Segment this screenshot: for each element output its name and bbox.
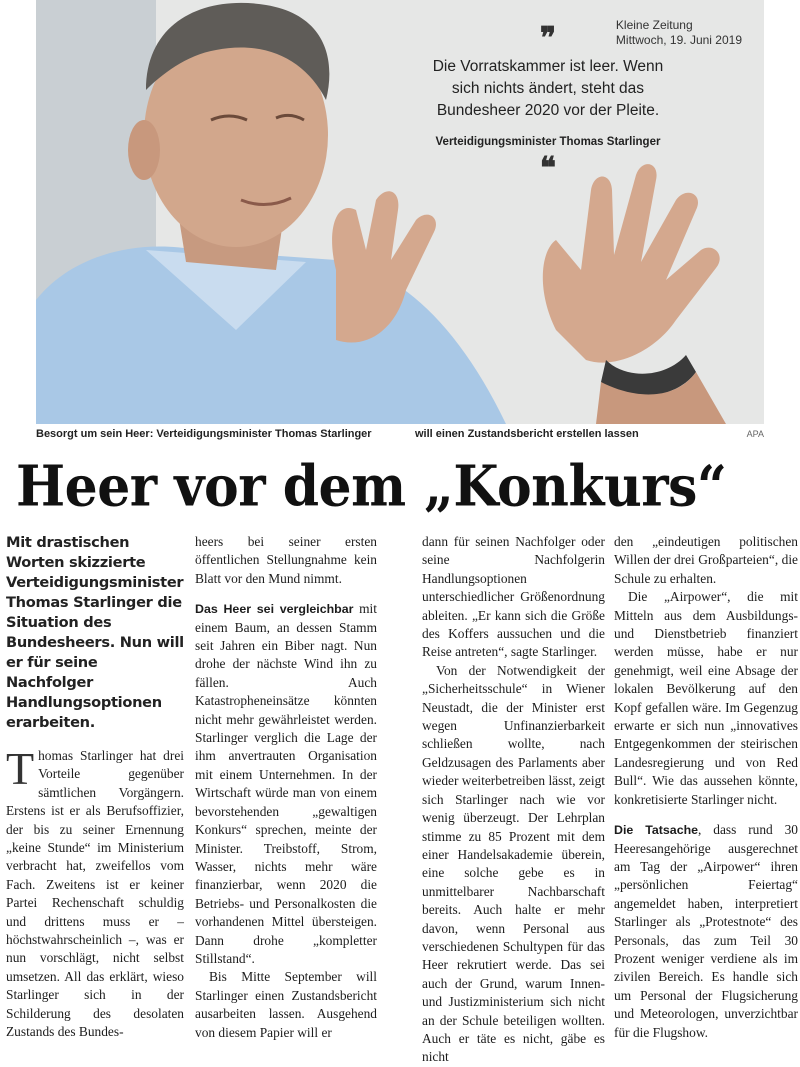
quote-open-mark: ❞ xyxy=(539,22,557,55)
article-column-2 xyxy=(195,533,377,1042)
drop-cap: T xyxy=(6,743,35,794)
photo-credit: APA xyxy=(746,429,764,439)
paragraph-kicker: Das Heer sei vergleichbar xyxy=(195,602,354,617)
publication-date: Mittwoch, 19. Juni 2019 xyxy=(615,33,742,47)
body-paragraph xyxy=(6,743,184,1042)
body-paragraph xyxy=(614,821,798,1042)
article-lead: Mit drastischen Worten skizzierte Verteidigungsminister Thomas Starlinger die Situation des Bundesheers. Nun will er für seine Nachfolger Handlungsoptionen erarbeiten. xyxy=(6,534,184,731)
article-photo xyxy=(36,0,764,424)
caption-part-1: Besorgt um sein Heer: Verteidigungsminister Thomas Starlinger xyxy=(36,428,372,440)
caption-part-2: will einen Zustandsbericht erstellen lassen xyxy=(415,428,639,440)
body-paragraph: Bis Mitte September will Starlinger einen Zustandsbericht ausarbeiten lassen. Ausgehend von diesem Papier will er xyxy=(195,969,377,1040)
body-paragraph: Von der Notwendigkeit der „Sicherheitsschule“ in Wiener Neustadt, die der Minister erst wegen Unfinanzierbarkeit schließen wollte, nach Geldzusagen des Parlaments aber wieder weiterbetreiben lässt, zeigt sich Starlinger nach wie vor wenig überzeugt. Der Lehrplan stimme zu 85 Prozent mit dem einer Handelsakademie überein, eine solche gebe es in unmittelbarer Nachbarschaft bereits. Auch halte er mehr davon, wenn Personal aus verschiedenen Schultypen für das Heer rekrutiert werde. Das sei auch der Grund, warum Innen- und Justizministerium sich nicht an der Schule beteiligen wollten. Auch er täte es nicht, gäbe es nicht xyxy=(422,662,605,1065)
headline-part-2: „Konkurs“ xyxy=(424,453,727,520)
body-paragraph xyxy=(195,600,377,968)
quote-text: Die Vorratskammer ist leer. Wenn sich nichts ändert, steht das Bundesheer 2020 vor der Pleite. xyxy=(432,58,664,119)
headline-part-1: Heer vor dem xyxy=(16,453,406,520)
body-text: , dass rund 30 Heeresangehörige ausgerechnet am Tag der „Airpower“ ihren „persönlichen Feiertag“ angemeldet haben, interpretiert Starlinger als „Protestnote“ des Personals, das zum Teil 30 Prozent weniger verdiene als im zivilen Bereich. Es handle sich um Personal der Flugsicherung und Meteorologen, unverzichtbar für die Flugshow. xyxy=(614,822,798,1040)
body-text: mit einem Baum, an dessen Stamm seit Jahren ein Biber nagt. Nun drohe der nächste Wind ihn zu fällen. Auch Katastropheneinsätze könnten nicht mehr gewährleistet werden. Starlinger verglich die Lage der ihm anvertrauten Organisation mit einem Unternehmen. In der Wirtschaft würde man von einem bevorstehenden „gewaltigen Konkurs“ sprechen, meinte der Minister. Treibstoff, Strom, Wasser, nichts mehr wäre finanzierbar, wenn 2020 die Betriebs- und Personalkosten die vorhandenen Mittel übersteigen. Dann drohe „kompletter Stillstand“. xyxy=(195,601,377,966)
quote-close-mark: ❝ xyxy=(539,152,557,185)
paragraph-kicker: Die Tatsache xyxy=(614,823,699,838)
body-paragraph: den „eindeutigen politischen Willen der drei Großparteien“, die Schule zu erhalten. xyxy=(614,534,798,586)
body-paragraph: dann für seinen Nachfolger oder seine Nachfolgerin Handlungsoptionen unterschiedlicher Größenordnung ableiten. „Er kann sich die Größe des Koffers aussuchen und die Reise antreten“, sagte Starlinger. xyxy=(422,534,605,660)
quote-author: Verteidigungsminister Thomas Starlinger xyxy=(435,136,661,148)
article-column-4 xyxy=(614,533,798,1042)
body-paragraph: heers bei seiner ersten öffentlichen Stellungnahme kein Blatt vor den Mund nimmt. xyxy=(195,534,377,586)
article-column-3 xyxy=(422,533,605,1067)
article-column-1 xyxy=(6,533,184,1042)
body-paragraph: Die „Airpower“, die mit Mitteln aus dem Ausbildungs- und Dienstbetrieb finanziert werden müsse, habe er nur genehmigt, weil eine Absage der lokalen Bevölkerung auf den Kopf gefallen wäre. Im Gegenzug erwarte er sich nun „innovatives Entgegenkommen der steirischen Landesregierung und von Red Bull“. Wie das aussehen könnte, konkretisierte Starlinger nicht. xyxy=(614,589,798,807)
photo-caption xyxy=(36,428,764,444)
article-headline xyxy=(14,444,794,530)
publication-name: Kleine Zeitung xyxy=(615,18,693,32)
body-text: homas Starlinger hat drei Vorteile gegenüber sämtlichen Vorgängern. Erstens ist er als Berufsoffizier, der bis zu seiner Ernennung „keine Stunde“ im Ministerium verbracht hat, zweifellos vom Fach. Zweitens ist er keiner Partei Rechenschaft schuldig und drittens muss er – höchstwahrscheinlich –, was er nun vorschlägt, nicht selbst umsetzen. All das erklärt, wieso Starlinger sich in der Schilderung des desolaten Zustands des Bundes- xyxy=(6,748,184,1040)
